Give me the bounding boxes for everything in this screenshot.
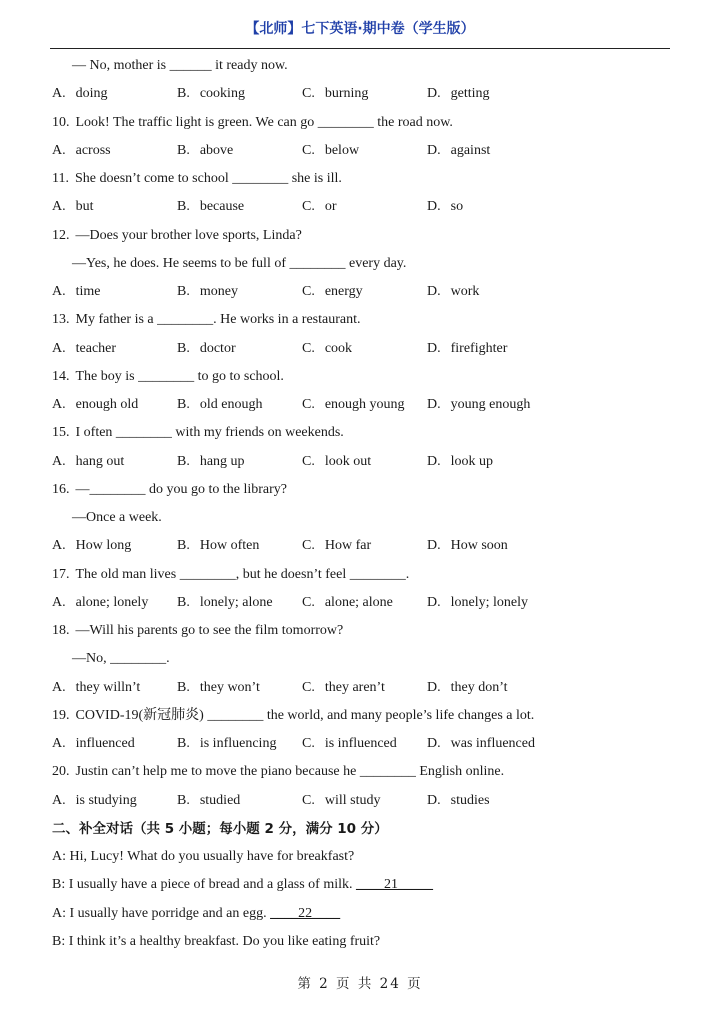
option-text: money: [199, 284, 238, 299]
page-header-title: 【北师】七下英语·期中卷（学生版）: [245, 21, 475, 37]
header-rule: [50, 48, 670, 49]
option-text: studied: [199, 792, 241, 808]
question-text: I often ________ with my friends on weekends.: [75, 425, 344, 441]
question-subline: —Once a week.: [72, 510, 162, 525]
option-choice: [52, 137, 177, 165]
question-number: 11.: [52, 171, 69, 186]
option-letter: C.: [302, 284, 315, 299]
options-row: [0, 730, 720, 758]
option-choice: [177, 730, 302, 758]
question-text: —Does your brother love sports, Linda?: [75, 227, 302, 243]
option-letter: C.: [302, 199, 315, 215]
option-text: they willn’t: [75, 679, 141, 695]
option-text: is studying: [75, 792, 137, 808]
option-choice: [177, 391, 302, 419]
option-choice: [302, 448, 427, 476]
option-choice: [177, 674, 302, 702]
option-letter: C.: [302, 594, 315, 610]
question-line: [0, 476, 720, 504]
options-row: [0, 80, 720, 108]
option-text: across: [75, 142, 111, 158]
option-letter: B.: [177, 792, 190, 808]
question-line: [0, 758, 720, 786]
option-letter: B.: [177, 284, 190, 299]
question-line: [0, 617, 720, 645]
option-letter: D.: [427, 86, 441, 102]
option-choice: [52, 787, 177, 815]
option-choice: [302, 674, 427, 702]
question-line: [0, 419, 720, 447]
option-choice: [427, 674, 552, 702]
option-letter: C.: [302, 792, 315, 808]
option-letter: B.: [177, 86, 190, 102]
option-choice: [177, 787, 302, 815]
option-choice: [52, 278, 177, 306]
question-text: —Will his parents go to see the film tomorrow?: [75, 623, 344, 638]
question-line: [0, 109, 720, 137]
option-text: lonely; lonely: [450, 594, 529, 610]
option-text: influenced: [75, 736, 135, 751]
option-text: enough young: [324, 397, 405, 412]
page-footer: 第 2 页 共 24 页: [297, 976, 423, 992]
dialog-text: B: I think it’s a healthy breakfast. Do you like eating fruit?: [52, 933, 381, 949]
option-text: cook: [324, 340, 353, 356]
option-text: was influenced: [450, 736, 535, 751]
question-subline: —No, ________.: [72, 651, 170, 667]
options-row: [0, 448, 720, 476]
option-text: but: [75, 199, 94, 215]
option-text: look up: [450, 453, 494, 469]
option-text: getting: [450, 86, 490, 102]
option-letter: D.: [427, 199, 441, 215]
options-row: [0, 532, 720, 560]
option-text: firefighter: [450, 340, 508, 356]
option-letter: D.: [427, 792, 441, 808]
option-letter: A.: [52, 538, 66, 554]
option-letter: A.: [52, 86, 66, 102]
option-letter: B.: [177, 340, 190, 356]
option-choice: [177, 80, 302, 108]
exam-content: [0, 52, 720, 956]
option-letter: C.: [302, 340, 315, 356]
question-number: 15.: [52, 425, 70, 441]
question-number: 19.: [52, 707, 70, 723]
option-choice: [427, 278, 552, 306]
option-choice: [427, 730, 552, 758]
answer-blank: ____21_____: [356, 877, 434, 893]
option-letter: B.: [177, 736, 190, 751]
option-letter: D.: [427, 284, 441, 299]
option-text: or: [324, 199, 337, 215]
option-letter: D.: [427, 538, 441, 554]
option-letter: B.: [177, 142, 190, 158]
option-choice: [427, 137, 552, 165]
option-choice: [177, 589, 302, 617]
option-choice: [52, 391, 177, 419]
option-choice: [302, 335, 427, 363]
options-row: [0, 391, 720, 419]
option-letter: D.: [427, 340, 441, 356]
option-text: below: [324, 142, 360, 158]
option-text: old enough: [199, 397, 263, 412]
option-choice: [302, 278, 427, 306]
option-choice: [177, 278, 302, 306]
option-text: because: [199, 199, 245, 215]
option-text: will study: [324, 792, 381, 808]
option-letter: D.: [427, 679, 441, 695]
options-row: [0, 137, 720, 165]
option-letter: A.: [52, 453, 66, 469]
option-text: alone; alone: [324, 594, 393, 610]
option-text: is influenced: [324, 736, 397, 751]
question-text: COVID-19(新冠肺炎) ________ the world, and many people’s life changes a lot.: [75, 707, 535, 723]
question-line: [0, 222, 720, 250]
option-text: lonely; alone: [199, 594, 273, 610]
option-choice: [177, 448, 302, 476]
option-text: doing: [75, 86, 108, 102]
options-row: [0, 278, 720, 306]
options-row: [0, 589, 720, 617]
option-letter: C.: [302, 453, 315, 469]
option-letter: A.: [52, 142, 66, 158]
question-text: She doesn’t come to school ________ she is ill.: [74, 171, 342, 186]
option-choice: [302, 787, 427, 815]
dialog-text: A: I usually have porridge and an egg.: [52, 905, 267, 921]
dialog-line: [0, 928, 720, 956]
question-line: [0, 561, 720, 589]
option-choice: [177, 532, 302, 560]
option-text: How long: [75, 538, 132, 554]
option-letter: C.: [302, 538, 315, 554]
option-letter: D.: [427, 736, 441, 751]
option-choice: [427, 448, 552, 476]
option-letter: B.: [177, 594, 190, 610]
question-line: [0, 306, 720, 334]
option-text: teacher: [75, 340, 117, 356]
option-letter: C.: [302, 397, 315, 412]
question-number: 13.: [52, 312, 70, 328]
option-letter: A.: [52, 679, 66, 695]
question-line: [0, 165, 720, 193]
option-text: they don’t: [450, 679, 508, 695]
option-choice: [52, 335, 177, 363]
option-choice: [52, 80, 177, 108]
option-text: studies: [450, 792, 490, 808]
option-choice: [427, 80, 552, 108]
dialog-line: [0, 900, 720, 928]
options-row: [0, 335, 720, 363]
option-text: alone; lonely: [75, 594, 149, 610]
dialog-text: A: Hi, Lucy! What do you usually have for breakfast?: [52, 849, 355, 864]
dialog-text: B: I usually have a piece of bread and a glass of milk.: [52, 877, 353, 893]
option-choice: [52, 589, 177, 617]
option-choice: [52, 730, 177, 758]
option-text: doctor: [199, 340, 236, 356]
option-text: look out: [324, 453, 372, 469]
option-choice: [52, 532, 177, 560]
option-choice: [427, 335, 552, 363]
option-letter: A.: [52, 397, 66, 412]
question-number: 18.: [52, 623, 70, 638]
question-line: [0, 363, 720, 391]
option-text: hang up: [199, 453, 245, 469]
question-subline: —Yes, he does. He seems to be full of ________ every day.: [72, 255, 407, 271]
option-letter: A.: [52, 736, 66, 751]
options-row: [0, 193, 720, 221]
section-heading: 二、补全对话（共 5 小题；每小题 2 分，满分 10 分）: [52, 820, 388, 837]
option-choice: [302, 589, 427, 617]
question-text: My father is a ________. He works in a restaurant.: [75, 312, 361, 328]
question-subline: — No, mother is ______ it ready now.: [72, 58, 288, 73]
question-line: [0, 702, 720, 730]
option-letter: C.: [302, 142, 315, 158]
option-text: energy: [324, 284, 363, 299]
options-row: [0, 787, 720, 815]
option-letter: C.: [302, 679, 315, 695]
option-text: young enough: [450, 397, 531, 412]
option-choice: [302, 391, 427, 419]
answer-blank: ____22____: [270, 905, 341, 921]
dialog-line: [0, 871, 720, 899]
option-choice: [302, 193, 427, 221]
option-letter: A.: [52, 792, 66, 808]
question-text: The old man lives ________, but he doesn’t feel ________.: [75, 566, 410, 582]
dialog-line: [0, 843, 720, 871]
question-number: 12.: [52, 227, 70, 243]
question-number: 10.: [52, 114, 70, 130]
option-letter: A.: [52, 594, 66, 610]
option-letter: A.: [52, 340, 66, 356]
option-letter: B.: [177, 199, 190, 215]
option-letter: A.: [52, 199, 66, 215]
option-text: is influencing: [199, 736, 277, 751]
option-text: hang out: [75, 453, 125, 469]
option-text: burning: [324, 86, 369, 102]
option-letter: B.: [177, 397, 190, 412]
option-text: work: [450, 284, 480, 299]
option-choice: [177, 137, 302, 165]
option-text: cooking: [199, 86, 245, 102]
options-row: [0, 674, 720, 702]
option-letter: C.: [302, 736, 315, 751]
option-letter: B.: [177, 538, 190, 554]
option-letter: D.: [427, 142, 441, 158]
option-text: How soon: [450, 538, 508, 554]
option-letter: C.: [302, 86, 315, 102]
question-text: Justin can’t help me to move the piano because he ________ English online.: [75, 764, 505, 780]
question-text: Look! The traffic light is green. We can go ________ the road now.: [75, 114, 453, 130]
option-choice: [427, 391, 552, 419]
option-choice: [427, 589, 552, 617]
option-letter: D.: [427, 594, 441, 610]
option-text: enough old: [75, 397, 139, 412]
option-choice: [427, 787, 552, 815]
option-letter: B.: [177, 453, 190, 469]
question-text: —________ do you go to the library?: [75, 481, 288, 497]
option-text: they aren’t: [324, 679, 385, 695]
option-choice: [302, 80, 427, 108]
option-choice: [302, 730, 427, 758]
option-letter: B.: [177, 679, 190, 695]
option-letter: A.: [52, 284, 66, 299]
option-text: How often: [199, 538, 260, 554]
option-choice: [52, 193, 177, 221]
option-choice: [52, 448, 177, 476]
option-text: How far: [324, 538, 372, 554]
option-text: above: [199, 142, 234, 158]
question-number: 20.: [52, 764, 70, 780]
option-choice: [427, 193, 552, 221]
option-text: time: [75, 284, 101, 299]
question-text: The boy is ________ to go to school.: [75, 368, 284, 384]
question-number: 16.: [52, 481, 70, 497]
option-choice: [427, 532, 552, 560]
option-choice: [177, 193, 302, 221]
option-choice: [177, 335, 302, 363]
option-text: against: [450, 142, 491, 158]
option-letter: D.: [427, 397, 441, 412]
option-letter: D.: [427, 453, 441, 469]
option-text: so: [450, 199, 464, 215]
option-text: they won’t: [199, 679, 260, 695]
option-choice: [52, 674, 177, 702]
option-choice: [302, 137, 427, 165]
question-number: 14.: [52, 368, 70, 384]
question-number: 17.: [52, 566, 70, 582]
option-choice: [302, 532, 427, 560]
